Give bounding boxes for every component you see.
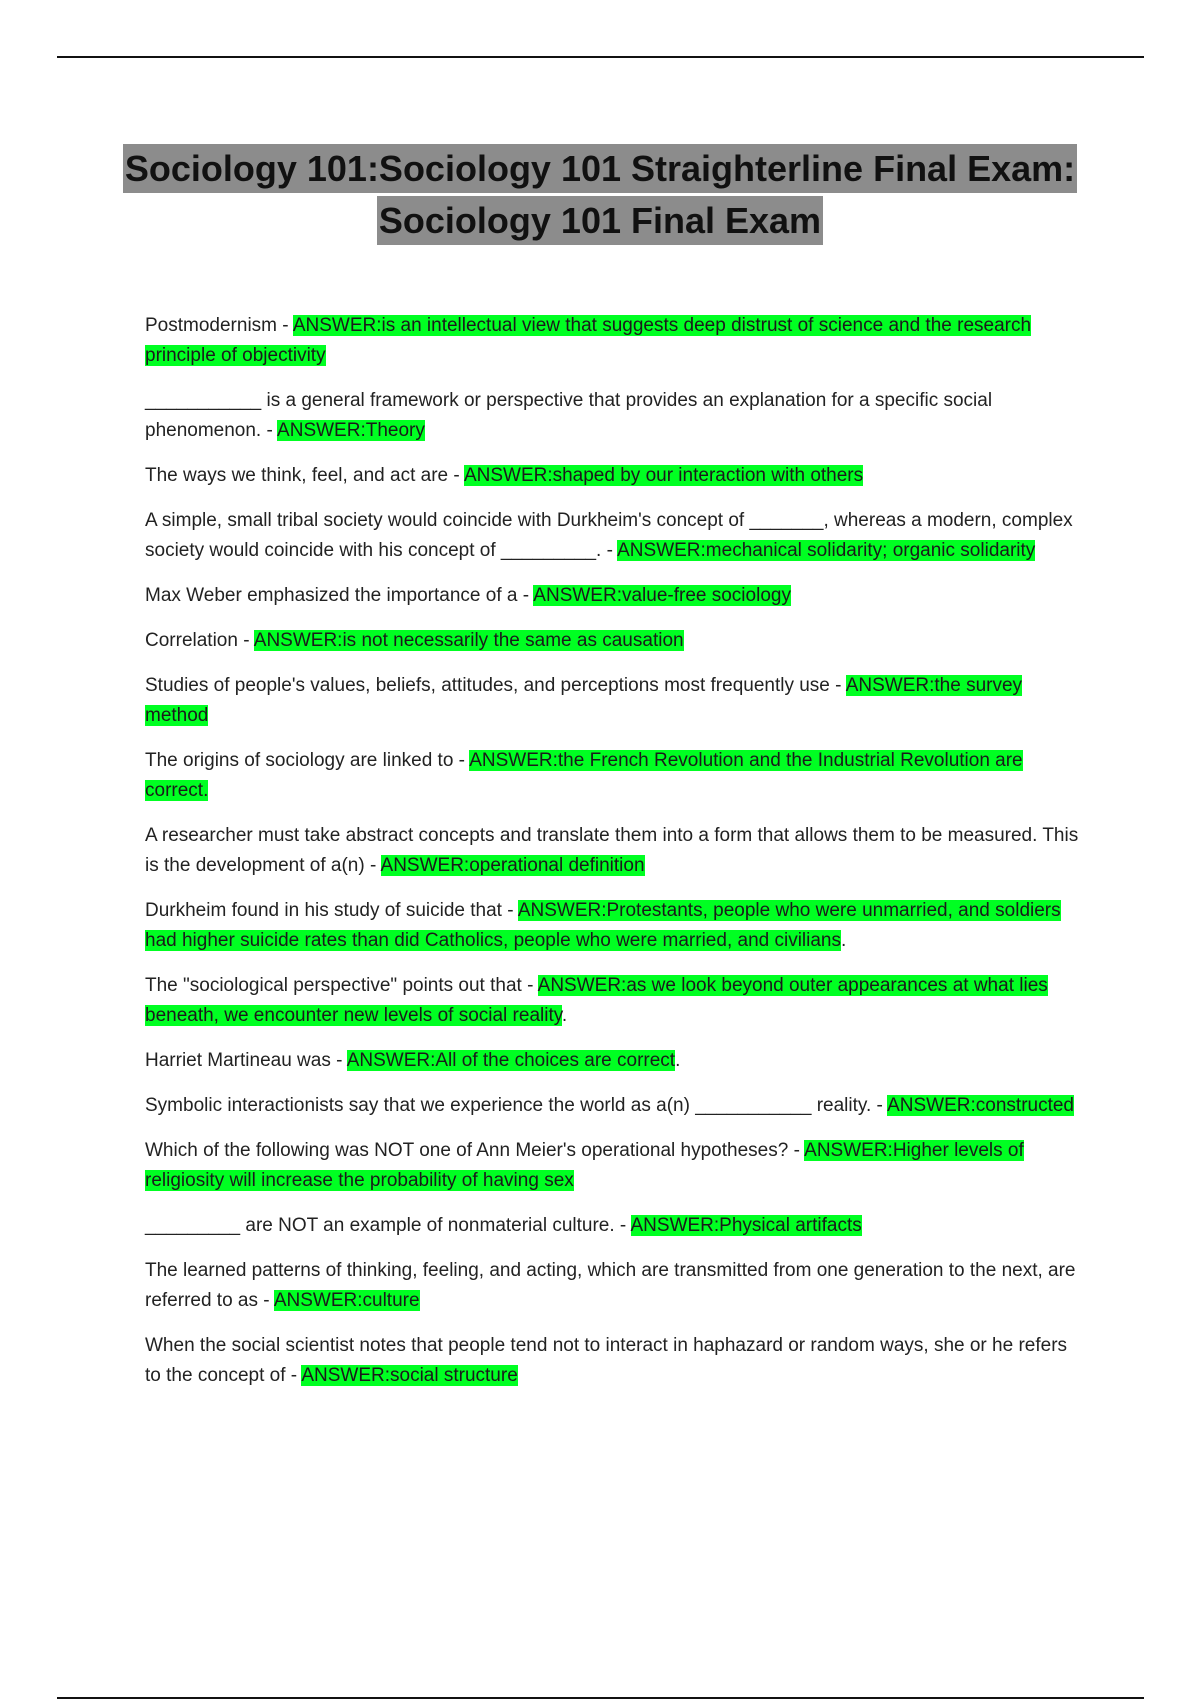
answer-trailing-text: . (675, 1050, 681, 1071)
answer-highlight: ANSWER:mechanical solidarity; organic solidarity (617, 540, 1036, 561)
qa-item (145, 746, 1080, 806)
qa-item (145, 1211, 1080, 1241)
answer-trailing-text: . (841, 930, 847, 951)
answer-highlight: ANSWER:operational definition (380, 855, 645, 876)
qa-item (145, 461, 1080, 491)
answer-highlight: ANSWER:as we look beyond outer appearances at what lies beneath, we encounter new levels of social reality (145, 975, 1048, 1026)
qa-item (145, 1136, 1080, 1196)
question-text: A researcher must take abstract concepts and translate them into a form that allows them to be measured. This is the development of a(n) - (145, 825, 1079, 876)
qa-item (145, 671, 1080, 731)
qa-item (145, 386, 1080, 446)
answer-highlight: ANSWER:the survey method (145, 675, 1023, 726)
question-text: Max Weber emphasized the importance of a - (145, 585, 534, 606)
question-text: The "sociological perspective" points out that - (145, 975, 538, 996)
qa-item (145, 311, 1080, 371)
question-text: Studies of people's values, beliefs, attitudes, and perceptions most frequently use - (145, 675, 846, 696)
question-text: Symbolic interactionists say that we experience the world as a(n) ___________ reality. - (145, 1095, 888, 1116)
header-rule (57, 56, 1144, 58)
answer-highlight: ANSWER:culture (273, 1290, 420, 1311)
answer-highlight: ANSWER:is an intellectual view that suggests deep distrust of science and the research principle of objectivity (145, 315, 1032, 366)
question-text: Which of the following was NOT one of Ann Meier's operational hypotheses? - (145, 1140, 805, 1161)
question-text: The ways we think, feel, and act are - (145, 465, 464, 486)
title-line-1: Sociology 101:Sociology 101 Straighterline Final Exam: (123, 144, 1077, 193)
answer-highlight: ANSWER:the French Revolution and the Industrial Revolution are correct. (145, 750, 1023, 801)
qa-item (145, 821, 1080, 881)
question-text: When the social scientist notes that people tend not to interact in haphazard or random ways, she or he refers to the concept of - (145, 1335, 1068, 1386)
answer-highlight: ANSWER:social structure (301, 1365, 518, 1386)
answer-highlight: ANSWER:constructed (887, 1095, 1075, 1116)
qa-item (145, 1256, 1080, 1316)
document-title (100, 144, 1100, 245)
question-text: Harriet Martineau was - (145, 1050, 347, 1071)
answer-highlight: ANSWER:value-free sociology (533, 585, 791, 606)
question-text: _________ are NOT an example of nonmaterial culture. - (145, 1215, 631, 1236)
question-answer-list (145, 311, 1080, 1406)
qa-item (145, 581, 1080, 611)
answer-highlight: ANSWER:is not necessarily the same as causation (253, 630, 684, 651)
question-text: Correlation - (145, 630, 254, 651)
answer-trailing-text: . (561, 1005, 568, 1026)
question-text: ___________ is a general framework or perspective that provides an explanation for a specific social phenomenon. - (145, 390, 993, 441)
qa-item (145, 1046, 1080, 1076)
qa-item (145, 1331, 1080, 1391)
title-line-2: Sociology 101 Final Exam (377, 196, 823, 245)
answer-highlight: ANSWER:Higher levels of religiosity will increase the probability of having sex (145, 1140, 1024, 1191)
qa-item (145, 506, 1080, 566)
question-text: Postmodernism - (145, 315, 293, 336)
qa-item (145, 626, 1080, 656)
question-text: The origins of sociology are linked to - (145, 750, 470, 771)
qa-item (145, 971, 1080, 1031)
answer-highlight: ANSWER:Theory (277, 420, 425, 441)
qa-item (145, 896, 1080, 956)
question-text: The learned patterns of thinking, feeling, and acting, which are transmitted from one generation to the next, are referred to as - (145, 1260, 1076, 1311)
answer-highlight: ANSWER:All of the choices are correct (346, 1050, 676, 1071)
question-text: A simple, small tribal society would coincide with Durkheim's concept of _______, whereas a modern, complex society would coincide with his concept of _________. - (145, 510, 1073, 561)
answer-highlight: ANSWER:Physical artifacts (630, 1215, 862, 1236)
question-text: Durkheim found in his study of suicide that - (145, 900, 518, 921)
answer-highlight: ANSWER:shaped by our interaction with others (463, 465, 864, 486)
answer-highlight: ANSWER:Protestants, people who were unmarried, and soldiers had higher suicide rates than did Catholics, people who were married, and civilians (145, 900, 1061, 951)
footer-rule (57, 1697, 1144, 1699)
qa-item (145, 1091, 1080, 1121)
